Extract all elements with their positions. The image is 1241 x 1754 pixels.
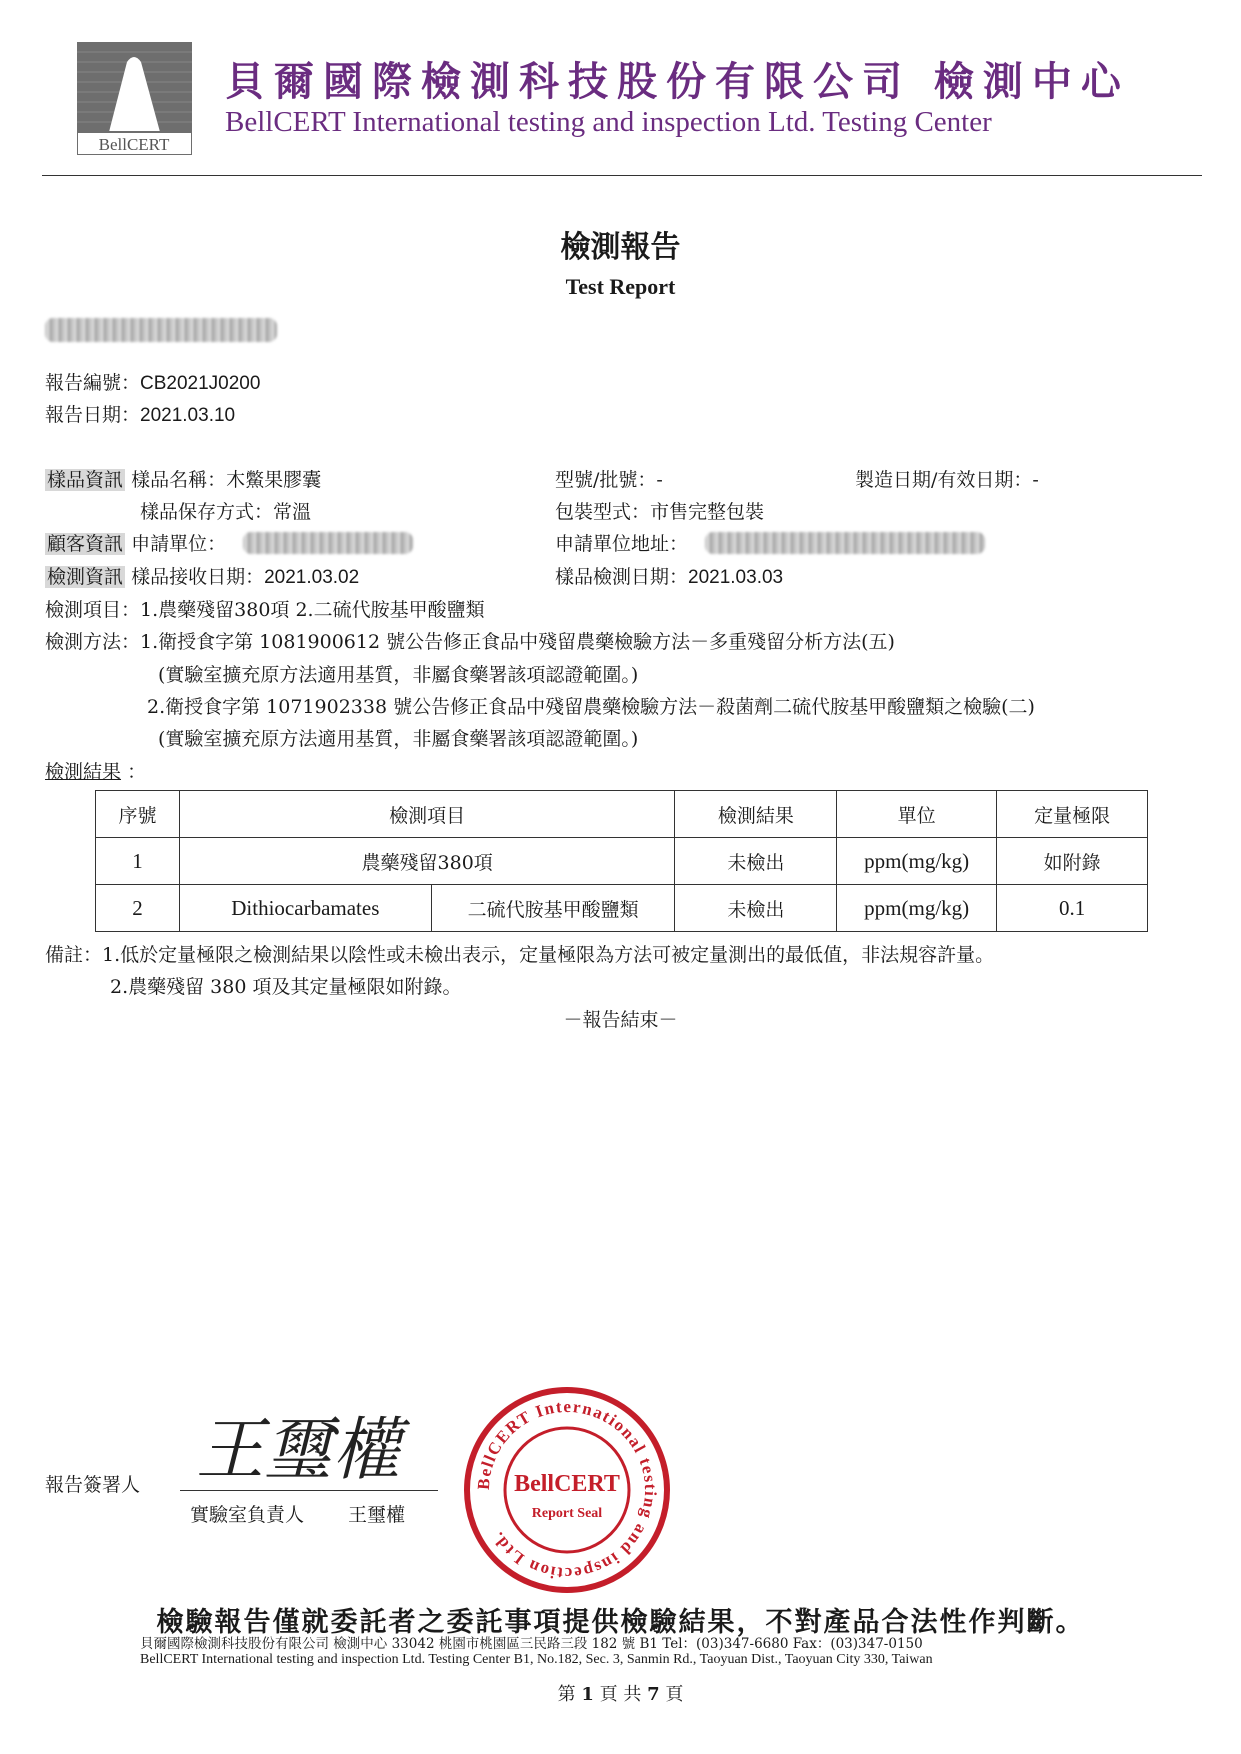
test-date-value: 2021.03.03 — [688, 567, 784, 588]
applicant-address: 申請單位地址： — [555, 533, 689, 555]
results-table — [95, 790, 1148, 932]
header-unit: 單位 — [837, 791, 997, 838]
redacted-address — [705, 532, 985, 554]
test-method-1: 檢測方法：1.衛授食字第 1081900612 號公告修正食品中殘留農藥檢驗方法－多重殘留分析方法(五) — [45, 631, 895, 653]
handwritten-signature — [190, 1395, 420, 1490]
report-number — [45, 368, 260, 395]
table-row: 2 Dithiocarbamates 二硫代胺基甲酸鹽類 未檢出 ppm(mg/kg) 0.1 — [96, 885, 1148, 932]
report-seal — [462, 1385, 672, 1595]
test-date: 樣品檢測日期：2021.03.03 — [555, 566, 784, 588]
sample-mfg-date: 製造日期/有效日期：- — [855, 469, 1039, 491]
test-method-2: 2.衛授食字第 1071902338 號公告修正食品中殘留農藥檢驗方法－殺菌劑二硫代胺基甲酸鹽類之檢驗(二) — [147, 696, 1035, 718]
note-1: 備註：1.低於定量極限之檢測結果以陰性或未檢出表示，定量極限為方法可被定量測出的最低值，非法規容許量。 — [45, 944, 995, 966]
test-method-2-note: (實驗室擴充原方法適用基質，非屬食藥署該項認證範圍。) — [158, 728, 639, 750]
company-logo — [77, 42, 192, 155]
results-heading: 檢測結果 ： — [45, 761, 147, 783]
report-date-value: 2021.03.10 — [140, 405, 236, 426]
svg-text:BellCERT: BellCERT — [98, 135, 170, 154]
sample-info-tag: 樣品資訊 — [47, 469, 124, 491]
page-number: 第 1 頁 共 7 頁 — [557, 1684, 684, 1705]
redacted-customer-name — [45, 318, 277, 342]
sample-storage: 樣品保存方式：常溫 — [140, 501, 312, 523]
testing-info-row: 檢測資訊 樣品接收日期：2021.03.02 — [47, 566, 360, 588]
header-result: 檢測結果 — [675, 791, 837, 838]
report-number-label: 報告編號： — [45, 372, 141, 394]
sample-name-label: 樣品名稱： — [131, 469, 227, 491]
sample-model: 型號/批號：- — [555, 469, 663, 491]
svg-text:BellCERT: BellCERT — [514, 1471, 620, 1497]
header-divider — [42, 175, 1202, 176]
test-method-1-note: (實驗室擴充原方法適用基質，非屬食藥署該項認證範圍。) — [158, 664, 639, 686]
disclaimer: 檢驗報告僅就委託者之委託事項提供檢驗結果，不對產品合法性作判斷。 — [156, 1607, 1085, 1638]
sample-info-row1 — [45, 465, 321, 492]
signatory-role: 實驗室負責人 王璽權 — [190, 1504, 406, 1526]
sample-name-value: 木鱉果膠囊 — [226, 469, 322, 491]
customer-info-tag: 顧客資訊 — [47, 533, 124, 555]
svg-text:Report Seal: Report Seal — [531, 1506, 603, 1521]
footer-address-zh: 貝爾國際檢測科技股份有限公司 檢測中心 33042 桃園市桃園區三民路三段 182 號 B1 Tel：(03)347-6680 Fax：(03)347-0150 — [140, 1636, 923, 1652]
report-end: －報告結束－ — [563, 1009, 678, 1031]
report-date-label: 報告日期： — [45, 404, 141, 426]
signatory-label: 報告簽署人 — [45, 1474, 141, 1496]
signature-line — [180, 1490, 438, 1491]
report-date — [45, 400, 235, 427]
table-header-row — [96, 791, 1148, 838]
report-title-zh: 檢測報告 — [560, 230, 681, 265]
header-no: 序號 — [96, 791, 180, 838]
header-item: 檢測項目 — [179, 791, 675, 838]
sample-package: 包裝型式：市售完整包裝 — [555, 501, 765, 523]
applicant-label: 申請單位： — [131, 533, 227, 555]
testing-info-tag: 檢測資訊 — [47, 566, 124, 588]
report-number-value: CB2021J0200 — [140, 373, 261, 394]
redacted-applicant — [243, 532, 413, 554]
report-title-en: Test Report — [565, 274, 676, 299]
receive-date-value: 2021.03.02 — [264, 567, 360, 588]
header-loq: 定量極限 — [997, 791, 1148, 838]
table-row: 1 農藥殘留380項 未檢出 ppm(mg/kg) 如附錄 — [96, 838, 1148, 885]
test-items: 檢測項目：1.農藥殘留380項 2.二硫代胺基甲酸鹽類 — [45, 599, 485, 621]
company-name-en: BellCERT International testing and inspection Ltd. Testing Center — [225, 106, 992, 138]
customer-info-row — [45, 529, 226, 556]
svg-text:王璽權: 王璽權 — [196, 1411, 401, 1490]
footer-address-en: BellCERT International testing and inspection Ltd. Testing Center B1, No.182, Sec. 3, Sanmin Rd., Taoyuan Dist., Taoyuan City 330, Taiwan — [140, 1652, 933, 1667]
company-name-zh: 貝爾國際檢測科技股份有限公司 檢測中心 — [225, 58, 1130, 105]
note-2: 2.農藥殘留 380 項及其定量極限如附錄。 — [110, 976, 462, 998]
svg-text:BellCERT International testing: BellCERT International testing and inspection Ltd. — [473, 1396, 661, 1584]
